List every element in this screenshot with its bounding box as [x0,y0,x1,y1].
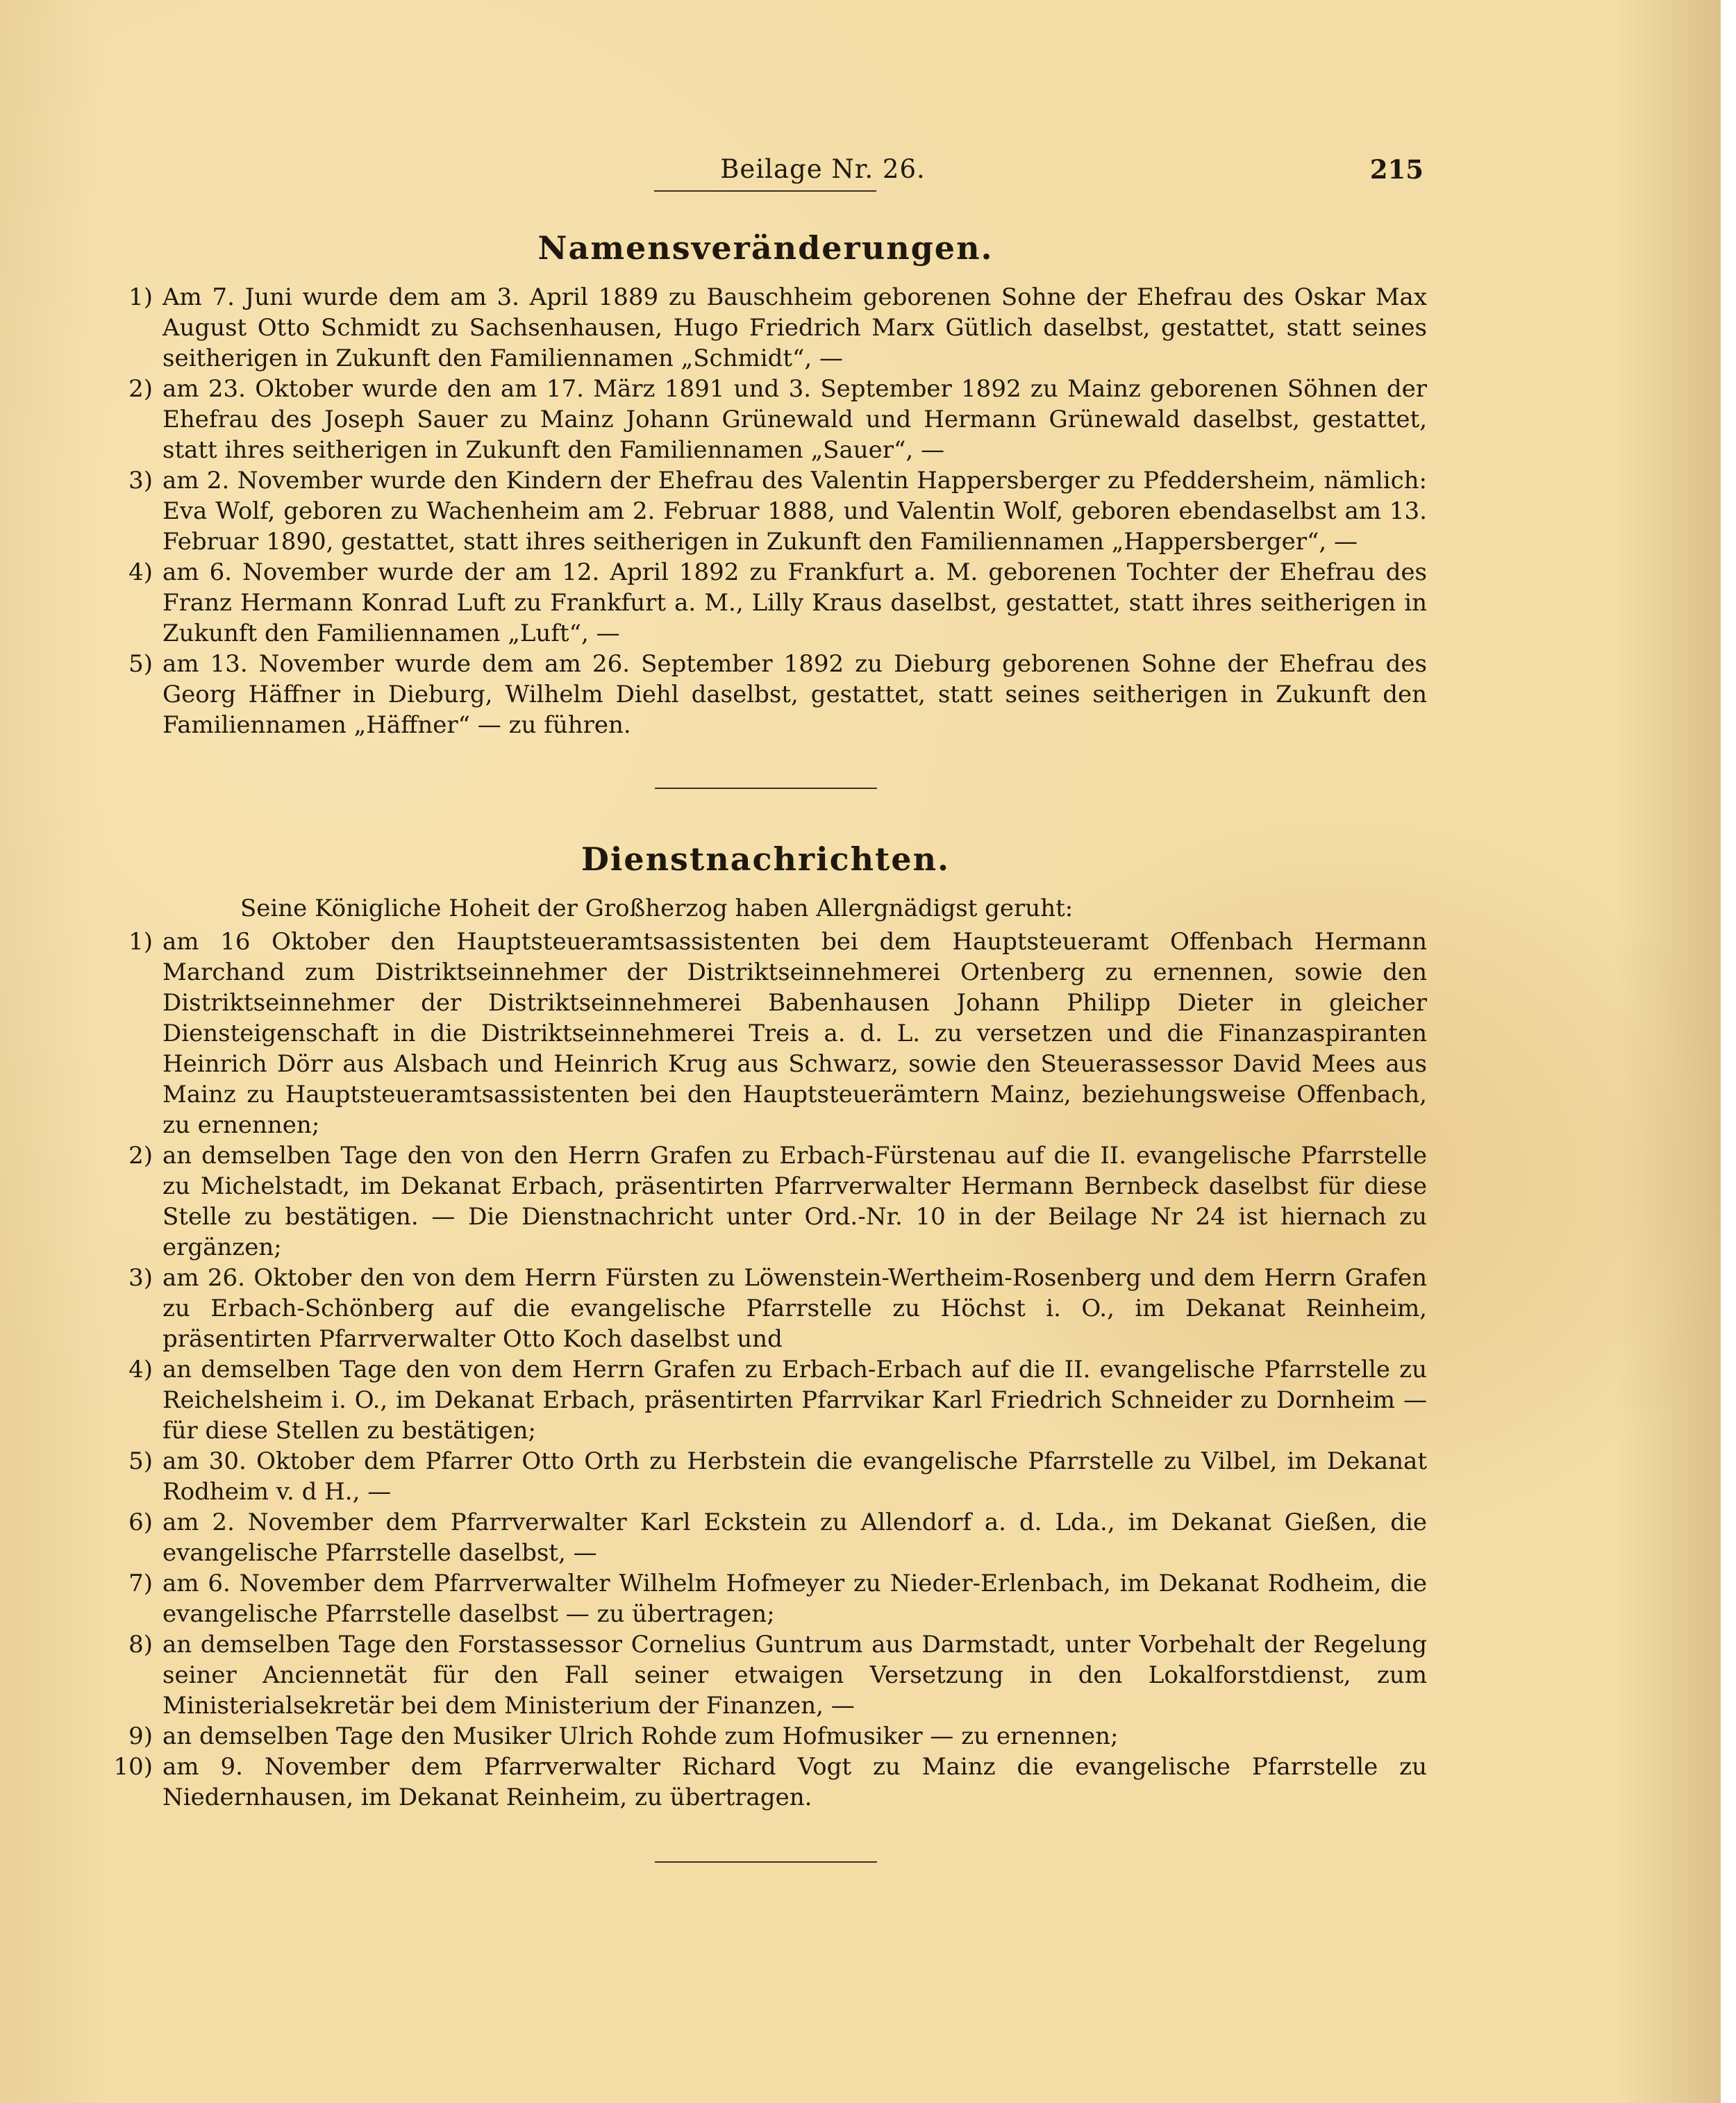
page-header [104,154,1424,196]
list-item [104,1354,1427,1446]
item-text: am 6. November wurde der am 12. April 1892 zu Frankfurt a. M. geborenen Tochter der Ehefrau des Franz Hermann Konrad Luft zu Frankfurt a. M., Lilly Kraus daselbst, gestattet, statt ihres seitherigen in Zukunft den Familiennamen „Luft“, — [162,558,1427,647]
item-number: 5) [128,650,153,678]
list-item [104,282,1427,374]
list-item [104,1752,1427,1813]
item-text: an demselben Tage den von dem Herrn Grafen zu Erbach-Erbach auf die II. evangelische Pfarrstelle zu Reichelsheim i. O., im Dekanat Erbach, präsentirten Pfarrvikar Karl Friedrich Schneider zu Dornheim — für diese Stellen zu bestätigen; [162,1356,1427,1445]
item-number: 5) [128,1447,153,1475]
item-text: am 2. November dem Pfarrverwalter Karl Eckstein zu Allendorf a. d. Lda., im Dekanat Gießen, die evangelische Pfarrstelle daselbst, — [162,1508,1427,1567]
item-number: 10) [113,1753,153,1781]
item-text: am 26. Oktober den von dem Herrn Fürsten zu Löwenstein-Wertheim-Rosenberg und dem Herrn Grafen zu Erbach-Schönberg auf die evangelische Pfarrstelle zu Höchst i. O., im Dekanat Reinheim, präsentirten Pfarrverwalter Otto Koch daselbst und [162,1264,1427,1353]
header-underline [654,190,876,192]
list-item [104,1140,1427,1263]
item-text: am 13. November wurde dem am 26. September 1892 zu Dieburg geborenen Sohne der Ehefrau des Georg Häffner in Dieburg, Wilhelm Diehl daselbst, gestattet, statt seines seitherigen in Zukunft den Familiennamen „Häffner“ — zu führen. [162,650,1427,739]
list-item [104,1446,1427,1507]
section-divider [655,788,877,789]
item-text: am 16 Oktober den Hauptsteueramtsassistenten bei dem Hauptsteueramt Offenbach Hermann Marchand zum Distriktseinnehmer der Distriktseinnehmerei Ortenberg zu ernennen, sowie den Distriktseinnehmer der Distriktseinnehmerei Babenhausen Johann Philipp Dieter in gleicher Diensteigenschaft in die Distriktseinnehmerei Treis a. d. L. zu versetzen und die Finanzaspiranten Heinrich Dörr aus Alsbach und Heinrich Krug aus Schwarz, sowie den Steuerassessor David Mees aus Mainz zu Hauptsteueramtsassistenten bei den Hauptsteuerämtern Mainz, beziehungsweise Offenbach, zu ernennen; [162,928,1427,1139]
item-text: am 2. November wurde den Kindern der Ehefrau des Valentin Happersberger zu Pfeddersheim, nämlich: Eva Wolf, geboren zu Wachenheim am 2. Februar 1888, und Valentin Wolf, geboren ebendaselbst am 13. Februar 1890, gestattet, statt ihres seitherigen in Zukunft den Familiennamen „Happersberger“, — [162,467,1427,556]
item-text: am 23. Oktober wurde den am 17. März 1891 und 3. September 1892 zu Mainz geborenen Söhnen der Ehefrau des Joseph Sauer zu Mainz Johann Grünewald und Hermann Grünewald daselbst, gestattet, statt ihres seitherigen in Zukunft den Familiennamen „Sauer“, — [162,375,1427,464]
list-item [104,557,1427,649]
item-number: 9) [128,1722,153,1750]
list-item [104,465,1427,557]
item-number: 1) [128,283,153,311]
page-content [104,229,1427,1863]
item-number: 7) [128,1570,153,1597]
item-number: 3) [128,467,153,494]
page-number: 215 [1369,154,1424,185]
list-item [104,1629,1427,1721]
item-text: an demselben Tage den Musiker Ulrich Rohde zum Hofmusiker — zu ernennen; [162,1722,1119,1750]
item-number: 2) [128,375,153,403]
item-text: am 30. Oktober dem Pfarrer Otto Orth zu Herbstein die evangelische Pfarrstelle zu Vilbel, im Dekanat Rodheim v. d H., — [162,1447,1427,1506]
item-number: 4) [128,558,153,586]
section-title-name-changes: Namensveränderungen. [537,229,994,267]
list-item [104,1263,1427,1354]
item-number: 1) [128,928,153,956]
scan-margin [1721,0,1736,2103]
item-number: 3) [128,1264,153,1292]
list-item [104,1507,1427,1568]
item-text: Am 7. Juni wurde dem am 3. April 1889 zu Bauschheim geborenen Sohne der Ehefrau des Oskar Max August Otto Schmidt zu Sachsenhausen, Hugo Friedrich Marx Gütlich daselbst, gestattet, statt seines seitherigen in Zukunft den Familiennamen „Schmidt“, — [162,283,1427,372]
item-number: 8) [128,1631,153,1659]
list-item [104,1721,1427,1752]
item-number: 2) [128,1142,153,1170]
supplement-title: Beilage Nr. 26. [720,154,926,184]
item-text: an demselben Tage den Forstassessor Cornelius Guntrum aus Darmstadt, unter Vorbehalt der Regelung seiner Anciennetät für den Fall seiner etwaigen Versetzung in den Lokalforstdienst, zum Ministerialsekretär bei dem Ministerium der Finanzen, — [162,1631,1427,1720]
list-item [104,649,1427,740]
section-title-service-news: Dienstnachrichten. [581,840,951,878]
closing-divider [655,1861,877,1863]
list-item [104,374,1427,465]
item-number: 6) [128,1508,153,1536]
item-text: am 6. November dem Pfarrverwalter Wilhelm Hofmeyer zu Nieder-Erlenbach, im Dekanat Rodheim, die evangelische Pfarrstelle daselbst — zu übertragen; [162,1570,1427,1628]
item-text: an demselben Tage den von den Herrn Grafen zu Erbach-Fürstenau auf die II. evangelische Pfarrstelle zu Michelstadt, im Dekanat Erbach, präsentirten Pfarrverwalter Hermann Bernbeck daselbst für diese Stelle zu bestätigen. — Die Dienstnachricht unter Ord.-Nr. 10 in der Beilage Nr 24 ist hiernach zu ergänzen; [162,1142,1427,1261]
list-item [104,926,1427,1140]
list-item [104,1568,1427,1629]
item-text: am 9. November dem Pfarrverwalter Richard Vogt zu Mainz die evangelische Pfarrstelle zu Niedernhausen, im Dekanat Reinheim, zu übertragen. [162,1753,1427,1811]
section-intro: Seine Königliche Hoheit der Großherzog haben Allergnädigst geruht: [240,895,1074,922]
item-number: 4) [128,1356,153,1383]
